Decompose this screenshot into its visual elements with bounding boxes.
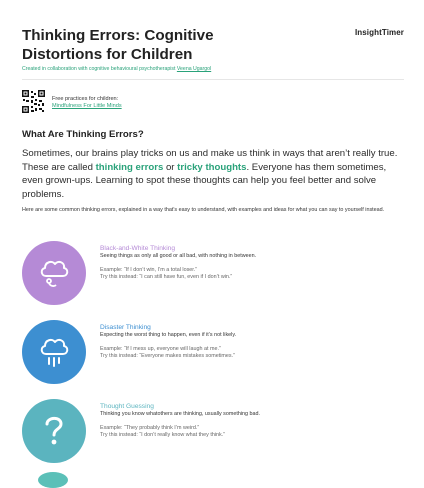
qr-code-icon[interactable] bbox=[22, 90, 45, 113]
item-example: Example: “They probably think I’m weird.” bbox=[100, 425, 200, 431]
list-item bbox=[22, 241, 412, 311]
credit-line bbox=[22, 66, 211, 72]
brand-logo: InsightTimer bbox=[354, 28, 404, 37]
intro-paragraph bbox=[22, 147, 407, 201]
credit-author-link[interactable]: Veena Ugargol bbox=[176, 66, 212, 72]
item-icon-circle bbox=[22, 241, 86, 305]
item-text bbox=[100, 324, 410, 360]
item-example: Example: “If I mess up, everyone will laugh at me.” bbox=[100, 346, 221, 352]
question-icon bbox=[38, 413, 70, 449]
item-icon-circle bbox=[22, 399, 86, 463]
item-try-instead: Try this instead: “Everyone makes mistakes sometimes.” bbox=[100, 353, 235, 359]
item-text bbox=[100, 245, 410, 281]
intro-or: or bbox=[163, 161, 178, 173]
item-description: Expecting the worst thing to happen, even if it’s not likely. bbox=[100, 332, 237, 338]
item-icon-circle bbox=[22, 320, 86, 384]
item-text bbox=[100, 403, 410, 439]
item-name: Thought Guessing bbox=[100, 403, 154, 410]
item-description: Seeing things as only all good or all bad, with nothing in between. bbox=[100, 253, 257, 259]
intro-note: Here are some common thinking errors, explained in a way that’s easy to understand, with examples and ideas for what you can say to yourself instead. bbox=[22, 207, 385, 213]
term-tricky-thoughts: tricky thoughts bbox=[177, 161, 247, 173]
section-heading: What Are Thinking Errors? bbox=[22, 129, 144, 140]
page-title bbox=[22, 26, 322, 64]
intro-text-1: Sometimes, our brains play tricks on us and make us think in ways that aren’t really true. These are called bbox=[22, 148, 398, 173]
list-item bbox=[22, 399, 412, 469]
header-divider bbox=[22, 79, 404, 80]
item-name: Disaster Thinking bbox=[100, 324, 151, 331]
practice-link[interactable]: Mindfulness For Little Minds bbox=[52, 103, 122, 109]
rain-cloud-icon bbox=[38, 334, 70, 370]
item-name: Black-and-White Thinking bbox=[100, 245, 176, 252]
item-example: Example: “If I don’t win, I’m a total loser.” bbox=[100, 267, 198, 273]
item-try-instead: Try this instead: “I don’t really know what they think.” bbox=[100, 432, 226, 438]
title-line-2: Distortions for Children bbox=[22, 46, 193, 63]
next-item-icon-circle bbox=[38, 472, 68, 488]
credit-prefix: Created in collaboration with cognitive behavioural psychotherapist bbox=[22, 66, 176, 72]
practice-label: Free practices for children: bbox=[52, 96, 119, 102]
practice-block bbox=[52, 96, 122, 110]
intro-text-2: . Everyone has them sometimes, even grown-ups. Learning to spot these thoughts can help you feel better and solve problems. bbox=[22, 161, 387, 200]
item-description: Thinking you know whatothers are thinking, usually something bad. bbox=[100, 411, 261, 417]
title-line-1: Thinking Errors: Cognitive bbox=[22, 27, 214, 44]
item-try-instead: Try this instead: “I can still have fun, even if I don’t win.” bbox=[100, 274, 233, 280]
cloud-icon bbox=[38, 255, 70, 291]
list-item bbox=[22, 320, 412, 390]
term-thinking-errors: thinking errors bbox=[95, 161, 164, 173]
